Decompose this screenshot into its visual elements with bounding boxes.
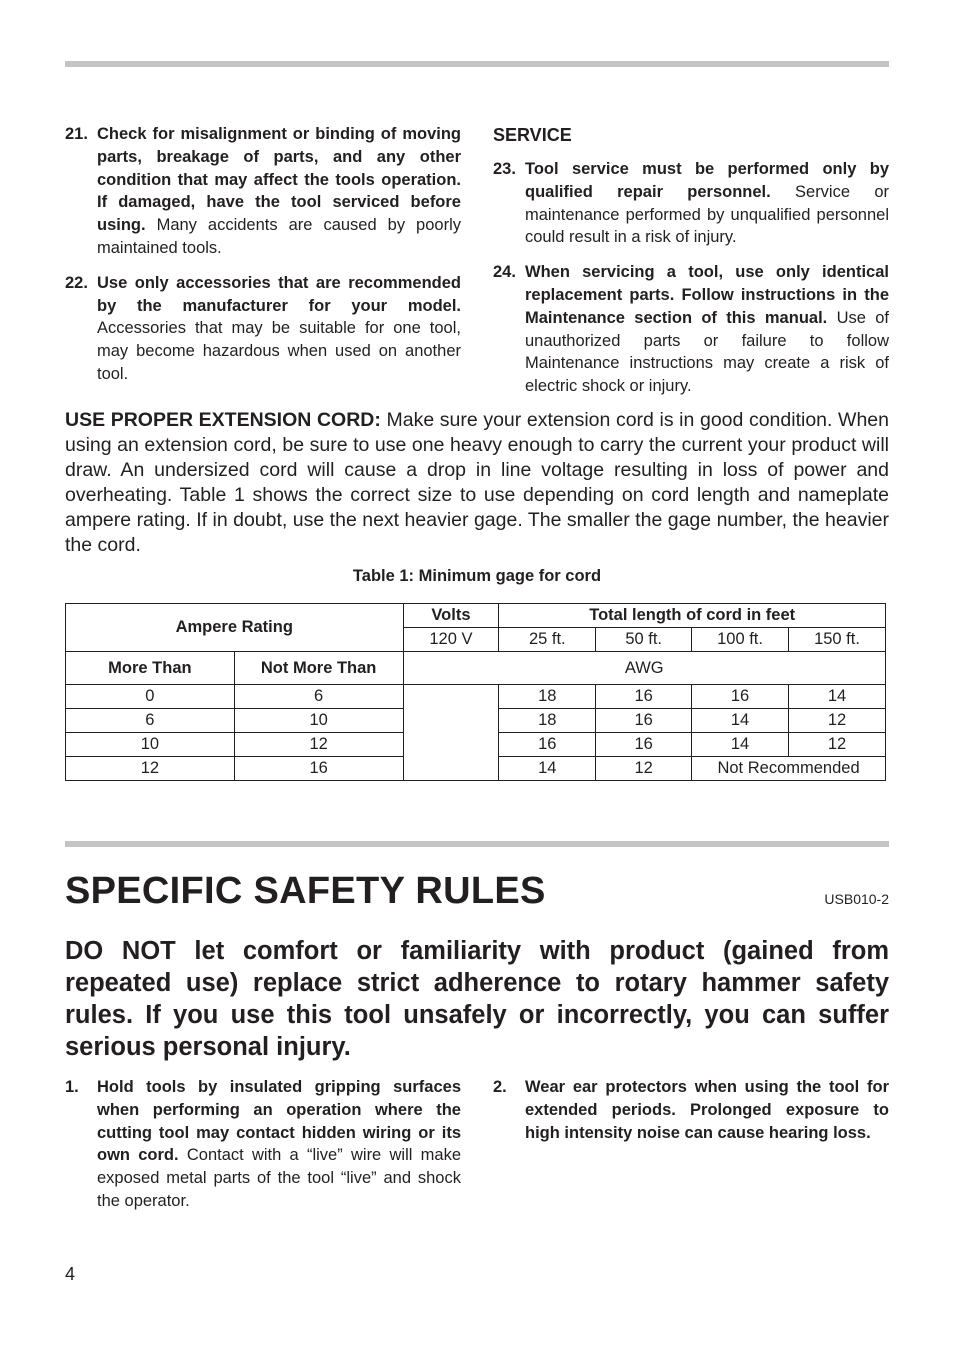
service-heading: SERVICE — [493, 125, 572, 145]
gage-cell: 14 — [499, 757, 596, 781]
warning-statement: DO NOT let comfort or familiarity with product (gained from repeated use) replace strict adherence to rotary hammer safety rules. If you use this tool unsafely or incorrectly, you can suffer serious personal injury. — [65, 937, 889, 1061]
table-header-row — [66, 604, 886, 628]
length-25-header: 25 ft. — [499, 628, 596, 652]
cord-gage-table — [65, 603, 886, 781]
total-length-header: Total length of cord in feet — [499, 604, 886, 628]
more-than-cell: 6 — [66, 709, 235, 733]
service-section — [493, 124, 889, 410]
not-more-than-cell: 12 — [234, 733, 403, 757]
gage-cell: 16 — [596, 733, 692, 757]
specific-item-2 — [493, 1076, 889, 1144]
gage-cell: 12 — [789, 733, 886, 757]
item-text: Use of unauthorized parts or failure to follow Maintenance instructions may create a risk of electric shock or injury. — [525, 308, 889, 396]
not-more-than-cell: 10 — [234, 709, 403, 733]
not-more-than-cell: 6 — [234, 685, 403, 709]
volts-header: Volts — [403, 604, 499, 628]
item-number: 24. — [493, 263, 516, 282]
item-number: 2. — [493, 1078, 507, 1096]
page-number: 4 — [65, 1264, 76, 1284]
extension-cord-text: Make sure your extension cord is in good condition. When using an extension cord, be sure to use one heavy enough to carry the current your product will draw. An undersized cord will cause a drop in line voltage resulting in loss of power and overheating. Table 1 shows the correct size to use depending on cord length and nameplate ampere rating. If in doubt, use the next heavier gage. The smaller the gage number, the heavier the cord. — [65, 409, 889, 556]
extension-cord-paragraph — [65, 408, 889, 558]
specific-items-right — [493, 1076, 889, 1156]
item-number: 21. — [65, 125, 88, 143]
extension-cord-lead: USE PROPER EXTENSION CORD: — [65, 409, 381, 431]
more-than-cell: 0 — [66, 685, 235, 709]
gage-cell: 16 — [596, 685, 692, 709]
awg-header: AWG — [403, 652, 886, 685]
specific-item-1 — [65, 1076, 461, 1213]
gage-cell: 14 — [789, 685, 886, 709]
gage-cell: 12 — [789, 709, 886, 733]
length-50-header: 50 ft. — [596, 628, 692, 652]
specific-items-left — [65, 1076, 461, 1225]
not-more-than-header: Not More Than — [234, 652, 403, 685]
gage-cell: 18 — [499, 685, 596, 709]
safety-items-left — [65, 123, 461, 398]
voltage-cell: 120 V — [403, 628, 499, 652]
top-divider — [65, 61, 889, 67]
safety-item-22 — [65, 272, 461, 386]
safety-item-21 — [65, 123, 461, 260]
length-100-header: 100 ft. — [692, 628, 789, 652]
gage-cell: 12 — [596, 757, 692, 781]
item-bold-text: Use only accessories that are recommended by the manufacturer for your model. — [97, 273, 461, 315]
item-bold-text: Wear ear protectors when using the tool for extended periods. Prolonged exposure to high intensity noise can cause hearing loss. — [525, 1078, 889, 1142]
item-text: Contact with a “live” wire will make exposed metal parts of the tool “live” and shock the operator. — [97, 1146, 462, 1210]
document-code: USB010-2 — [824, 891, 889, 907]
safety-item-24 — [493, 261, 889, 398]
section-title: SPECIFIC SAFETY RULES — [65, 870, 546, 912]
gage-cell: 18 — [499, 709, 596, 733]
table-row — [66, 685, 886, 709]
ampere-rating-header: Ampere Rating — [66, 604, 404, 652]
blank-volts-cell — [403, 685, 499, 781]
item-bold-text: Tool service must be performed only by qualified repair personnel. — [525, 160, 889, 201]
item-text: Service or maintenance performed by unqualified personnel could result in a risk of injury. — [525, 182, 889, 247]
more-than-cell: 10 — [66, 733, 235, 757]
section-divider — [65, 841, 889, 847]
more-than-cell: 12 — [66, 757, 235, 781]
table-caption: Table 1: Minimum gage for cord — [352, 567, 602, 585]
not-recommended-cell: Not Recommended — [692, 757, 886, 781]
gage-cell: 16 — [499, 733, 596, 757]
not-more-than-cell: 16 — [234, 757, 403, 781]
item-number: 22. — [65, 273, 88, 292]
item-number: 1. — [65, 1078, 79, 1096]
item-text: Accessories that may be suitable for one tool, may become hazardous when used on another tool. — [97, 319, 461, 383]
gage-cell: 14 — [692, 709, 789, 733]
gage-cell: 16 — [692, 685, 789, 709]
length-150-header: 150 ft. — [789, 628, 886, 652]
item-text: Many accidents are caused by poorly maintained tools. — [97, 216, 461, 257]
gage-cell: 16 — [596, 709, 692, 733]
more-than-header: More Than — [66, 652, 235, 685]
item-bold-text: Check for misalignment or binding of moving parts, breakage of parts, and any other condition that may affect the tools operation. If damaged, have the tool serviced before using. — [97, 125, 461, 235]
gage-cell: 14 — [692, 733, 789, 757]
safety-item-23 — [493, 158, 889, 249]
item-number: 23. — [493, 160, 516, 178]
item-bold-text: Hold tools by insulated gripping surfaces when performing an operation where the cutting tool may contact hidden wiring or its own cord. — [97, 1078, 461, 1165]
item-bold-text: When servicing a tool, use only identical replacement parts. Follow instructions in the Maintenance section of this manual. — [525, 263, 889, 327]
table-label-row — [66, 652, 886, 685]
